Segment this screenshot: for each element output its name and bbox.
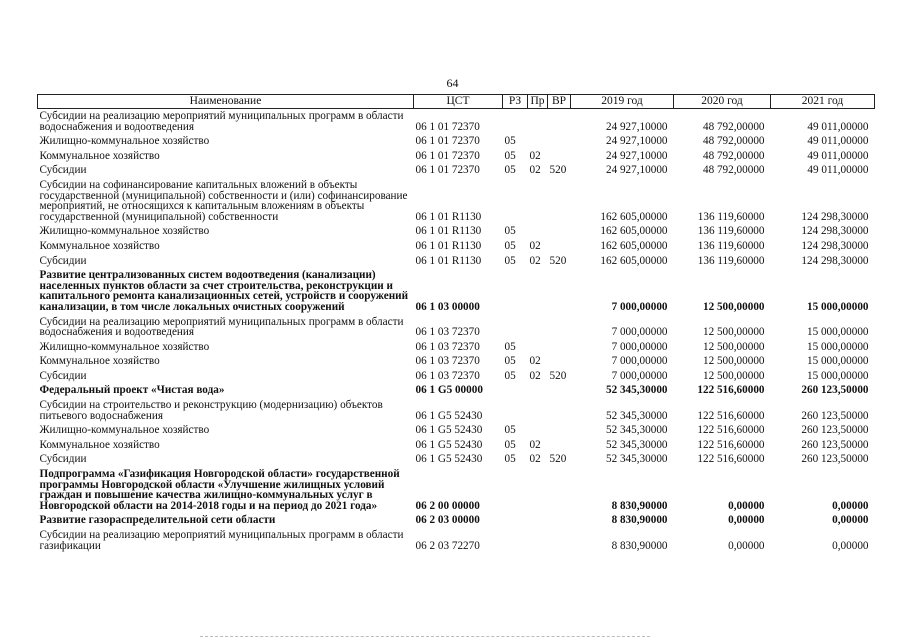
- cell-pr: 02: [529, 355, 541, 368]
- cell-name: Коммунальное хозяйство: [39, 239, 160, 252]
- header-cst: ЦСТ: [414, 95, 503, 109]
- cell-cst: 06 1 03 72370: [415, 326, 480, 339]
- cell-pr: [528, 134, 548, 149]
- cell-2019: 52 345,30000: [605, 438, 668, 451]
- cell-pr: 02: [529, 453, 541, 466]
- table-row: [38, 315, 875, 340]
- cell-2019: 52 345,30000: [605, 409, 668, 422]
- cell-vr: [548, 340, 571, 355]
- cell-2019: 8 830,90000: [611, 539, 668, 552]
- cell-cst: 06 1 03 72370: [415, 340, 480, 353]
- cell-cst: 06 2 03 00000: [415, 514, 480, 527]
- table-row: [38, 224, 875, 239]
- cell-rz: 05: [504, 438, 516, 451]
- cell-2021: 260 123,50000: [801, 453, 869, 466]
- cell-rz: 05: [504, 149, 516, 162]
- cell-vr: [548, 224, 571, 239]
- cell-pr: [528, 528, 548, 553]
- cell-rz: 05: [504, 340, 516, 353]
- cell-vr: [548, 528, 571, 553]
- cell-cst: 06 2 00 00000: [415, 499, 480, 512]
- table-row: [38, 254, 875, 269]
- cell-2020: 0,00000: [728, 539, 765, 552]
- cell-vr: [548, 354, 571, 369]
- cell-pr: [528, 383, 548, 398]
- cell-vr: [548, 239, 571, 254]
- cell-name: Подпрограмма «Газификация Новгородской области» государственной программы Новгородской области «Улучшение жилищных условий граждан и повышение качества жилищно-коммунальных услуг в Новгородской области на 2014-2018 годы и на период до 2021 года»: [39, 468, 400, 512]
- cell-cst: 06 1 01 72370: [415, 164, 480, 177]
- cell-pr: 02: [529, 149, 541, 162]
- cell-pr: [528, 315, 548, 340]
- cell-name: Субсидии: [39, 453, 87, 466]
- cell-vr: [548, 315, 571, 340]
- cell-2021: 260 123,50000: [801, 438, 869, 451]
- cell-2019: 7 000,00000: [611, 340, 668, 353]
- cell-2020: 12 500,00000: [702, 340, 765, 353]
- header-rz: РЗ: [503, 95, 528, 109]
- table-row: [38, 438, 875, 453]
- header-name: Наименование: [38, 95, 414, 109]
- cell-2021: 15 000,00000: [806, 326, 869, 339]
- table-row: [38, 398, 875, 423]
- table-row: [38, 452, 875, 467]
- cell-name: Субсидии на реализацию мероприятий муниципальных программ в области водоснабжения и водоотведения: [39, 110, 404, 133]
- cell-name: Развитие газораспределительной сети области: [39, 514, 276, 527]
- cell-pr: [528, 109, 548, 135]
- cell-2021: 124 298,30000: [801, 254, 869, 267]
- cell-2019: 52 345,30000: [605, 453, 668, 466]
- cell-pr: 02: [529, 239, 541, 252]
- cell-vr: [548, 438, 571, 453]
- cell-rz: [503, 383, 528, 398]
- cell-name: Субсидии на софинансирование капитальных вложений в объекты государственной (муниципальной) собственности и (или) софинансирование мероприятий, не относящихся к капитальным вложениям в объекты государственной (муниципальной) собственности: [39, 178, 408, 223]
- cell-pr: [528, 268, 548, 314]
- table-row: [38, 354, 875, 369]
- table-row: [38, 149, 875, 164]
- cell-cst: 06 1 03 72370: [415, 369, 480, 382]
- cell-name: Субсидии: [39, 369, 87, 382]
- cell-2020: 122 516,60000: [697, 384, 765, 397]
- cell-2019: 7 000,00000: [611, 326, 668, 339]
- cell-2021: 49 011,00000: [807, 120, 869, 133]
- cell-2021: 15 000,00000: [806, 355, 869, 368]
- cell-vr: [548, 398, 571, 423]
- cell-cst: 06 1 03 00000: [415, 300, 480, 313]
- cell-rz: [503, 528, 528, 553]
- cell-2021: 124 298,30000: [801, 239, 869, 252]
- cell-name: Жилищно-коммунальное хозяйство: [39, 424, 210, 437]
- table-row: [38, 268, 875, 314]
- cell-2020: 12 500,00000: [702, 300, 765, 313]
- cell-cst: 06 1 G5 52430: [415, 453, 483, 466]
- cell-cst: 06 1 G5 52430: [415, 424, 483, 437]
- cell-name: Субсидии: [39, 164, 87, 177]
- cell-pr: [528, 467, 548, 513]
- cell-name: Субсидии на строительство и реконструкцию (модернизацию) объектов питьевого водоснабжения: [39, 399, 383, 422]
- cell-vr: 520: [549, 369, 567, 382]
- table-row: [38, 134, 875, 149]
- cell-vr: [548, 467, 571, 513]
- table-row: [38, 340, 875, 355]
- cell-vr: [548, 383, 571, 398]
- cell-cst: 06 1 G5 52430: [415, 409, 483, 422]
- cell-pr: 02: [529, 438, 541, 451]
- table-row: [38, 239, 875, 254]
- cell-2021: 124 298,30000: [801, 210, 869, 223]
- cell-pr: [528, 513, 548, 528]
- header-vr: ВР: [548, 95, 571, 109]
- table-row: [38, 178, 875, 224]
- cell-name: Жилищно-коммунальное хозяйство: [39, 340, 210, 353]
- cell-rz: 05: [504, 453, 516, 466]
- cell-cst: 06 1 01 R1130: [415, 225, 482, 238]
- cell-cst: 06 1 01 72370: [415, 135, 480, 148]
- cell-2021: 49 011,00000: [807, 135, 869, 148]
- cell-2021: 49 011,00000: [807, 149, 869, 162]
- cell-cst: 06 1 01 72370: [415, 120, 480, 133]
- cell-cst: 06 1 01 R1130: [415, 254, 482, 267]
- header-2019: 2019 год: [571, 95, 674, 109]
- cell-rz: [503, 315, 528, 340]
- cell-pr: [528, 340, 548, 355]
- table-row: [38, 163, 875, 178]
- cell-2020: 122 516,60000: [697, 453, 765, 466]
- table-row: [38, 467, 875, 513]
- cell-2021: 0,00000: [832, 514, 869, 527]
- table-header-row: [38, 95, 875, 109]
- cell-vr: 520: [549, 254, 567, 267]
- cell-2019: 162 605,00000: [600, 254, 668, 267]
- cell-2020: 48 792,00000: [702, 135, 765, 148]
- cell-2021: 15 000,00000: [806, 300, 869, 313]
- cell-2020: 48 792,00000: [702, 149, 765, 162]
- cell-2019: 162 605,00000: [600, 239, 668, 252]
- cell-2020: 48 792,00000: [702, 120, 765, 133]
- cell-name: Развитие централизованных систем водоотведения (канализации) населенных пунктов области за счет строительства, реконструкции и капитального ремонта канализационных сетей, устройств и сооружений канализации, в том числе локальных очистных сооружений: [39, 269, 409, 313]
- cell-rz: 05: [504, 369, 516, 382]
- cell-2019: 8 830,90000: [611, 499, 668, 512]
- cell-vr: [548, 109, 571, 135]
- cell-name: Жилищно-коммунальное хозяйство: [39, 225, 210, 238]
- cell-name: Жилищно-коммунальное хозяйство: [39, 135, 210, 148]
- cell-rz: 05: [504, 239, 516, 252]
- cell-2020: 136 119,60000: [697, 210, 765, 223]
- cell-name: Коммунальное хозяйство: [39, 438, 160, 451]
- page-number: 64: [446, 76, 459, 90]
- cell-cst: 06 1 G5 52430: [415, 438, 483, 451]
- cell-rz: [503, 467, 528, 513]
- cell-rz: [503, 398, 528, 423]
- cell-2020: 0,00000: [728, 499, 765, 512]
- cell-2021: 260 123,50000: [801, 409, 869, 422]
- cell-2019: 24 927,10000: [605, 120, 668, 133]
- cell-cst: 06 2 03 72270: [415, 539, 480, 552]
- cell-2020: 12 500,00000: [702, 355, 765, 368]
- cell-2020: 48 792,00000: [702, 164, 765, 177]
- header-2021: 2021 год: [771, 95, 875, 109]
- cell-2019: 7 000,00000: [611, 369, 668, 382]
- cell-vr: [548, 134, 571, 149]
- cell-2021: 260 123,50000: [801, 424, 869, 437]
- cell-pr: 02: [529, 254, 541, 267]
- cell-name: Субсидии: [39, 254, 87, 267]
- cell-pr: 02: [529, 369, 541, 382]
- cell-rz: [503, 268, 528, 314]
- cell-2019: 24 927,10000: [605, 135, 668, 148]
- cell-2020: 136 119,60000: [697, 225, 765, 238]
- cell-rz: 05: [504, 135, 516, 148]
- cell-vr: [548, 423, 571, 438]
- cell-2021: 0,00000: [832, 539, 869, 552]
- cell-2019: 162 605,00000: [600, 225, 668, 238]
- cell-rz: 05: [504, 164, 516, 177]
- table-row: [38, 423, 875, 438]
- cell-2019: 24 927,10000: [605, 149, 668, 162]
- cell-cst: 06 1 01 R1130: [415, 210, 482, 223]
- cell-rz: 05: [504, 355, 516, 368]
- header-pr: Пр: [528, 95, 548, 109]
- cell-name: Субсидии на реализацию мероприятий муниципальных программ в области водоснабжения и водоотведения: [39, 315, 404, 339]
- cell-2020: 0,00000: [728, 514, 765, 527]
- cell-2021: 15 000,00000: [806, 369, 869, 382]
- cell-2019: 7 000,00000: [611, 355, 668, 368]
- budget-table: [37, 94, 875, 553]
- cell-cst: 06 1 03 72370: [415, 355, 480, 368]
- cell-vr: 520: [549, 453, 567, 466]
- cell-cst: 06 1 G5 00000: [415, 384, 483, 397]
- cell-name: Коммунальное хозяйство: [39, 355, 160, 368]
- scan-artifact-line: [200, 635, 650, 637]
- cell-name: Субсидии на реализацию мероприятий муниципальных программ в области газификации: [39, 529, 404, 552]
- cell-2020: 136 119,60000: [697, 254, 765, 267]
- cell-vr: [548, 149, 571, 164]
- header-2020: 2020 год: [674, 95, 771, 109]
- cell-vr: 520: [549, 164, 567, 177]
- cell-2020: 136 119,60000: [697, 239, 765, 252]
- cell-pr: [528, 423, 548, 438]
- table-body: [38, 109, 875, 554]
- cell-2021: 49 011,00000: [807, 164, 869, 177]
- table-row: [38, 109, 875, 135]
- cell-2021: 15 000,00000: [806, 340, 869, 353]
- cell-pr: [528, 398, 548, 423]
- cell-vr: [548, 513, 571, 528]
- cell-rz: 05: [504, 225, 516, 238]
- cell-2021: 260 123,50000: [801, 384, 869, 397]
- cell-pr: [528, 178, 548, 224]
- cell-name: Федеральный проект «Чистая вода»: [39, 384, 225, 397]
- cell-vr: [548, 178, 571, 224]
- cell-vr: [548, 268, 571, 314]
- cell-2019: 162 605,00000: [600, 210, 668, 223]
- cell-2021: 124 298,30000: [801, 225, 869, 238]
- table-row: [38, 383, 875, 398]
- cell-name: Коммунальное хозяйство: [39, 149, 160, 162]
- cell-2020: 122 516,60000: [697, 424, 765, 437]
- cell-2019: 8 830,90000: [611, 514, 668, 527]
- cell-2019: 52 345,30000: [605, 424, 668, 437]
- cell-2020: 12 500,00000: [702, 369, 765, 382]
- table-row: [38, 369, 875, 384]
- table-row: [38, 528, 875, 553]
- cell-2019: 24 927,10000: [605, 164, 668, 177]
- cell-2020: 122 516,60000: [697, 409, 765, 422]
- cell-2019: 7 000,00000: [611, 300, 668, 313]
- cell-2020: 122 516,60000: [697, 438, 765, 451]
- cell-pr: [528, 224, 548, 239]
- table-row: [38, 513, 875, 528]
- cell-2021: 0,00000: [832, 499, 869, 512]
- cell-cst: 06 1 01 72370: [415, 149, 480, 162]
- cell-rz: 05: [504, 424, 516, 437]
- cell-rz: 05: [504, 254, 516, 267]
- cell-2020: 12 500,00000: [702, 326, 765, 339]
- cell-rz: [503, 109, 528, 135]
- cell-2019: 52 345,30000: [605, 384, 668, 397]
- cell-rz: [503, 513, 528, 528]
- cell-cst: 06 1 01 R1130: [415, 239, 482, 252]
- cell-pr: 02: [529, 164, 541, 177]
- cell-rz: [503, 178, 528, 224]
